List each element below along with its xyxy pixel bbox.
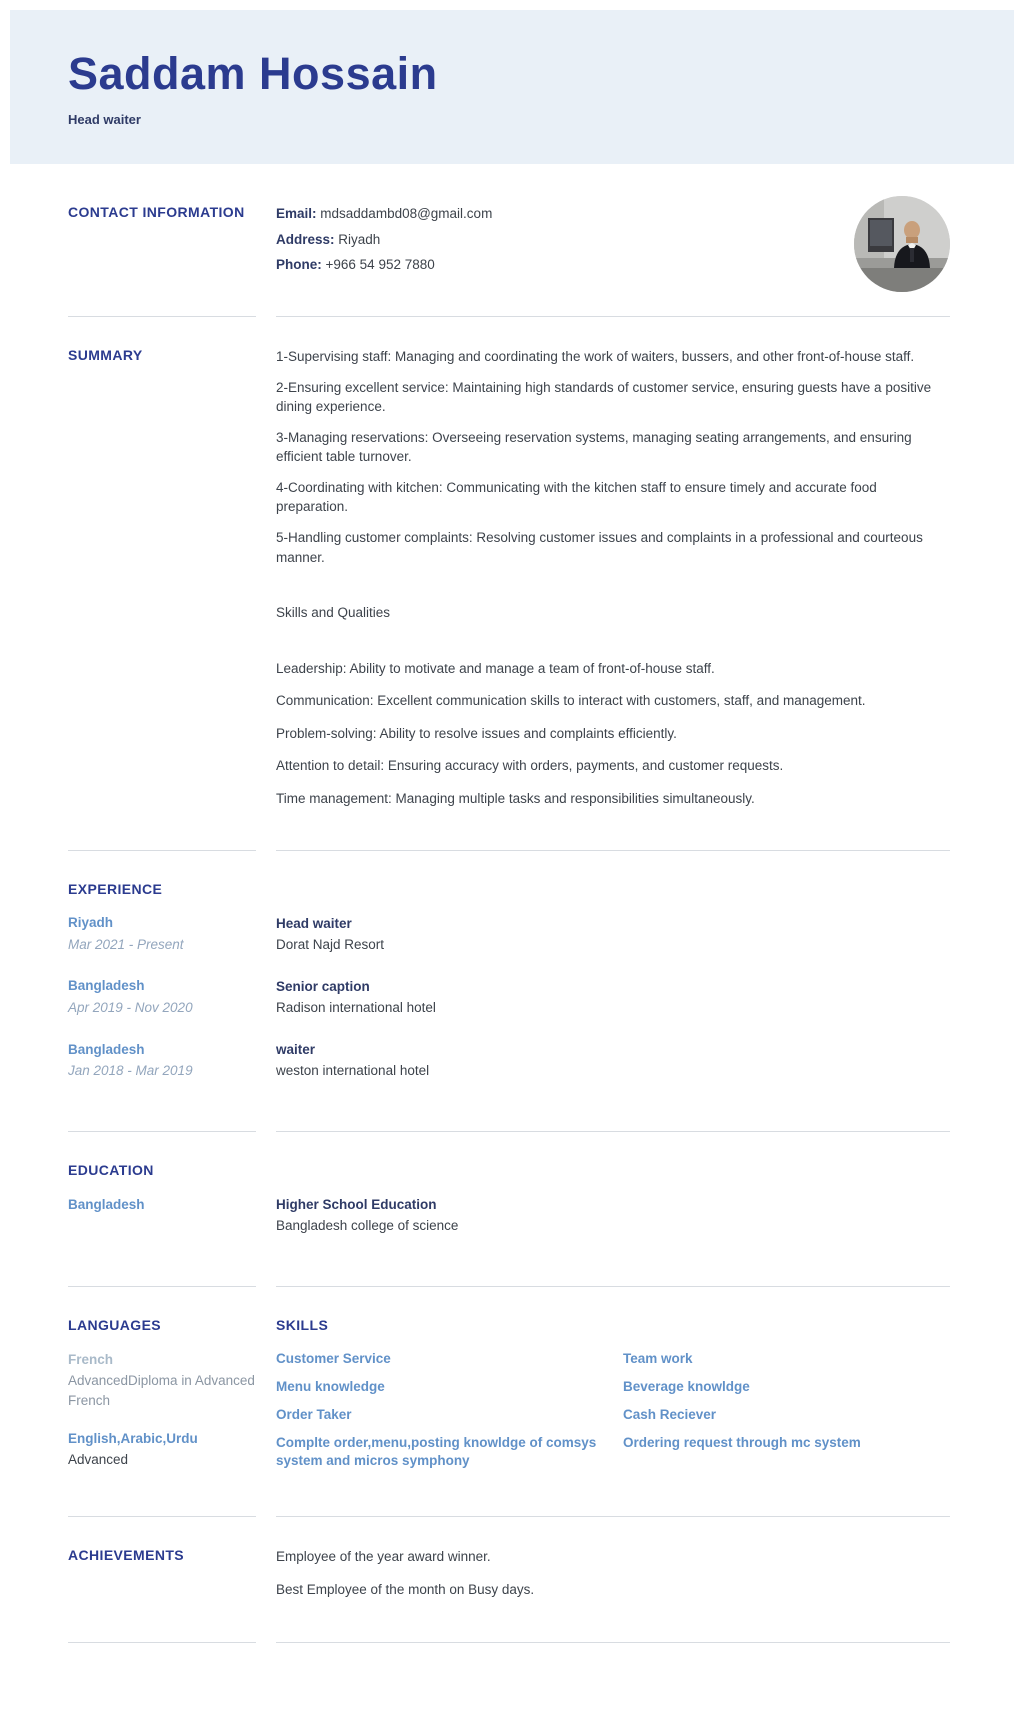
experience-role: Senior caption	[276, 978, 370, 994]
person-job-title: Head waiter	[68, 112, 141, 128]
achievements-content-cell	[276, 1516, 950, 1614]
education-section	[68, 1131, 950, 1258]
section-label-summary: SUMMARY	[68, 347, 143, 364]
address-label: Address:	[276, 231, 335, 247]
language-name: English,Arabic,Urdu	[68, 1430, 198, 1446]
skills-column-1	[276, 1350, 603, 1480]
skill-item: Menu knowledge	[276, 1378, 385, 1394]
summary-paragraph: 4-Coordinating with kitchen: Communicating with the kitchen staff to ensure timely and accurate food preparation.	[276, 479, 877, 515]
experience-company: Dorat Najd Resort	[276, 937, 385, 953]
skill-item: Beverage knowldge	[623, 1378, 750, 1394]
skills-column-2	[623, 1350, 950, 1480]
quality-item: Communication: Excellent communication skills to interact with customers, staff, and management.	[276, 693, 866, 709]
experience-meta	[68, 976, 256, 1017]
section-label-experience: EXPERIENCE	[68, 880, 163, 897]
section-label-education: EDUCATION	[68, 1161, 154, 1178]
education-content-cell	[276, 1131, 950, 1258]
contact-email-line	[276, 204, 834, 224]
summary-paragraph: 1-Supervising staff: Managing and coordinating the work of waiters, bussers, and other front-of-house staff.	[276, 349, 915, 365]
quality-item: Time management: Managing multiple tasks and responsibilities simultaneously.	[276, 790, 755, 806]
experience-dates: Apr 2019 - Nov 2020	[68, 1000, 193, 1016]
quality-item: Attention to detail: Ensuring accuracy with orders, payments, and customer requests.	[276, 758, 784, 774]
skill-item: Complte order,menu,posting knowldge of comsys system and micros symphony	[276, 1434, 597, 1469]
education-label-cell	[68, 1131, 256, 1258]
skill-item: Order Taker	[276, 1406, 352, 1422]
achievements-section	[68, 1516, 950, 1614]
skills-cell	[276, 1286, 950, 1488]
experience-company: Radison international hotel	[276, 1000, 436, 1016]
experience-company: weston international hotel	[276, 1063, 430, 1079]
summary-paragraph: 5-Handling customer complaints: Resolving customer issues and complaints in a professional and courteous manner.	[276, 530, 923, 565]
person-name: Saddam Hossain	[68, 48, 438, 99]
section-label-achievements: ACHIEVEMENTS	[68, 1546, 185, 1563]
experience-content-cell	[276, 850, 950, 1103]
skill-item: Team work	[623, 1350, 693, 1366]
quality-item: Leadership: Ability to motivate and manage a team of front-of-house staff.	[276, 660, 715, 676]
quality-item: Problem-solving: Ability to resolve issues and complaints efficiently.	[276, 725, 677, 741]
skills-grid	[276, 1350, 950, 1480]
contact-content-cell	[276, 204, 950, 292]
skill-item: Ordering request through mc system	[623, 1434, 861, 1450]
experience-dates: Mar 2021 - Present	[68, 936, 184, 952]
section-label-contact: CONTACT INFORMATION	[68, 204, 245, 221]
phone-value: +966 54 952 7880	[325, 257, 435, 273]
email-value: mdsaddambd08@gmail.com	[320, 206, 493, 222]
contact-phone-line	[276, 255, 834, 275]
language-level: Advanced	[68, 1452, 129, 1468]
experience-meta	[68, 1040, 256, 1081]
experience-location: Bangladesh	[68, 1041, 145, 1057]
contact-label-cell	[68, 204, 256, 292]
experience-entry	[276, 977, 950, 1018]
skill-item: Customer Service	[276, 1350, 391, 1366]
contact-section	[68, 204, 950, 292]
education-location: Bangladesh	[68, 1196, 145, 1212]
achievements-label-cell	[68, 1516, 256, 1614]
experience-role: waiter	[276, 1041, 316, 1057]
experience-location: Bangladesh	[68, 978, 145, 994]
education-school: Bangladesh college of science	[276, 1218, 459, 1234]
experience-location: Riyadh	[68, 915, 114, 931]
achievement-item: Employee of the year award winner.	[276, 1548, 491, 1564]
section-label-skills: SKILLS	[276, 1317, 329, 1334]
summary-content-cell	[276, 316, 950, 821]
languages-cell	[68, 1286, 256, 1488]
education-degree: Higher School Education	[276, 1196, 437, 1212]
language-item	[68, 1350, 256, 1411]
address-value: Riyadh	[338, 231, 381, 247]
experience-section	[68, 850, 950, 1103]
contact-lines	[276, 204, 834, 281]
phone-label: Phone:	[276, 257, 322, 273]
profile-photo	[854, 196, 950, 292]
section-label-languages: LANGUAGES	[68, 1317, 162, 1334]
experience-entry	[276, 914, 950, 955]
experience-dates: Jan 2018 - Mar 2019	[68, 1063, 193, 1079]
contact-address-line	[276, 230, 834, 250]
profile-photo-image	[854, 196, 950, 292]
email-label: Email:	[276, 206, 317, 222]
language-name: French	[68, 1351, 114, 1367]
languages-skills-section	[68, 1286, 950, 1488]
experience-role: Head waiter	[276, 915, 352, 931]
achievement-item: Best Employee of the month on Busy days.	[276, 1582, 535, 1598]
language-item	[68, 1429, 256, 1470]
footer-divider	[68, 1642, 950, 1673]
experience-entry	[276, 1040, 950, 1081]
header-band	[10, 10, 1014, 164]
summary-label-cell	[68, 316, 256, 821]
footer-divider-right	[276, 1642, 950, 1673]
resume-page	[0, 10, 1024, 1733]
education-meta	[68, 1195, 256, 1215]
summary-section	[68, 316, 950, 821]
summary-paragraph: 2-Ensuring excellent service: Maintaining high standards of customer service, ensuring guests have a positive dining experience.	[276, 379, 932, 415]
resume-content	[0, 204, 1024, 1673]
language-level: AdvancedDiploma in Advanced French	[68, 1373, 255, 1408]
experience-label-cell	[68, 850, 256, 1103]
footer-divider-left	[68, 1642, 256, 1673]
summary-paragraph: 3-Managing reservations: Overseeing reservation systems, managing seating arrangements, and ensuring efficient table turnover.	[276, 429, 912, 465]
education-entry	[276, 1195, 950, 1236]
skills-qualities-heading: Skills and Qualities	[276, 605, 391, 621]
skill-item: Cash Reciever	[623, 1406, 717, 1422]
experience-meta	[68, 913, 256, 954]
